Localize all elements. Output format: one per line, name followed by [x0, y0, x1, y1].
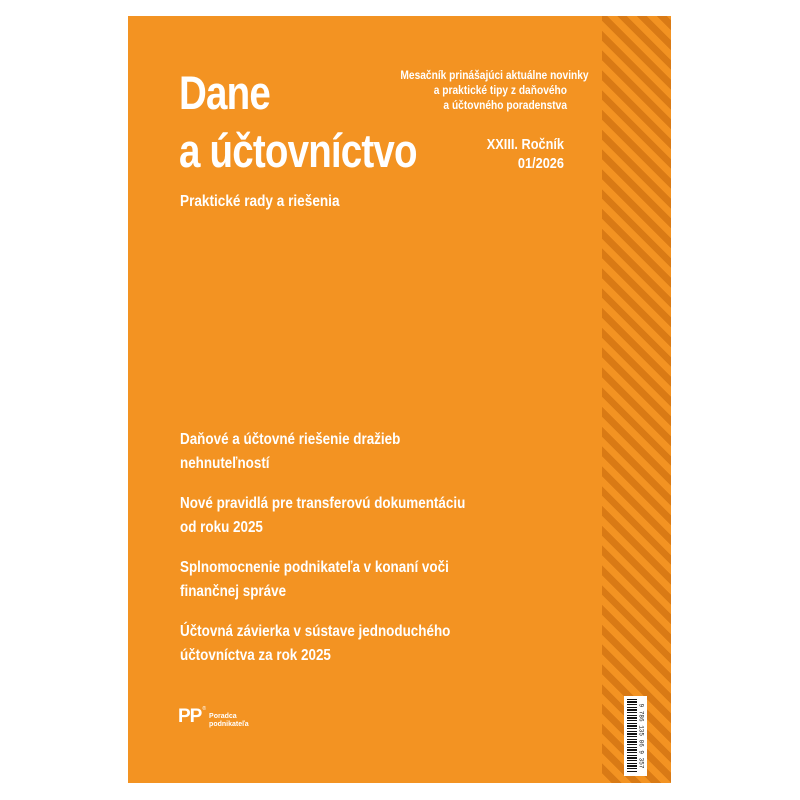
barcode: [624, 696, 647, 776]
publisher-name-line-1: Poradca: [209, 713, 237, 720]
issue-number: 01/2026: [517, 155, 564, 172]
article-line: Účtovná závierka v sústave jednoduchého: [180, 623, 451, 640]
article-item: [180, 556, 516, 604]
tagline-line-2: a praktické tipy z daňového: [433, 83, 567, 97]
publisher-logo: [178, 706, 249, 729]
title-line-1: Dane: [179, 66, 270, 119]
article-item: [180, 428, 516, 476]
subtitle: Praktické rady a riešenia: [180, 193, 340, 210]
decorative-pattern-stripe: [602, 16, 671, 783]
magazine-cover: [128, 16, 671, 783]
tagline: [400, 68, 589, 113]
registered-mark: ®: [202, 706, 207, 712]
article-item: [180, 620, 516, 668]
article-line: finančnej správe: [180, 583, 287, 600]
publisher-mark: PP: [178, 706, 202, 727]
publisher-name-line-2: podnikateľa: [209, 721, 249, 728]
article-line: Daňové a účtovné riešenie dražieb: [180, 431, 401, 448]
volume-info: [431, 135, 564, 173]
tagline-line-3: a účtovného poradenstva: [443, 98, 567, 112]
article-line: Nové pravidlá pre transferovú dokumentáciu: [180, 495, 466, 512]
title-line-2: a účtovníctvo: [179, 124, 417, 177]
article-line: nehnuteľností: [180, 455, 270, 472]
article-item: [180, 492, 516, 540]
barcode-bars: [627, 699, 637, 773]
article-line: od roku 2025: [180, 519, 263, 536]
article-list: [180, 428, 580, 684]
volume-label: XXIII. Ročník: [486, 136, 564, 153]
article-line: Splnomocnenie podnikateľa v konaní voči: [180, 559, 449, 576]
magazine-title: [179, 64, 417, 180]
barcode-number: 9 786 135 06 9 357: [637, 703, 645, 769]
publisher-name: [209, 713, 249, 729]
article-line: účtovníctva za rok 2025: [180, 647, 331, 664]
tagline-line-1: Mesačník prinášajúci aktuálne novinky: [400, 68, 589, 82]
